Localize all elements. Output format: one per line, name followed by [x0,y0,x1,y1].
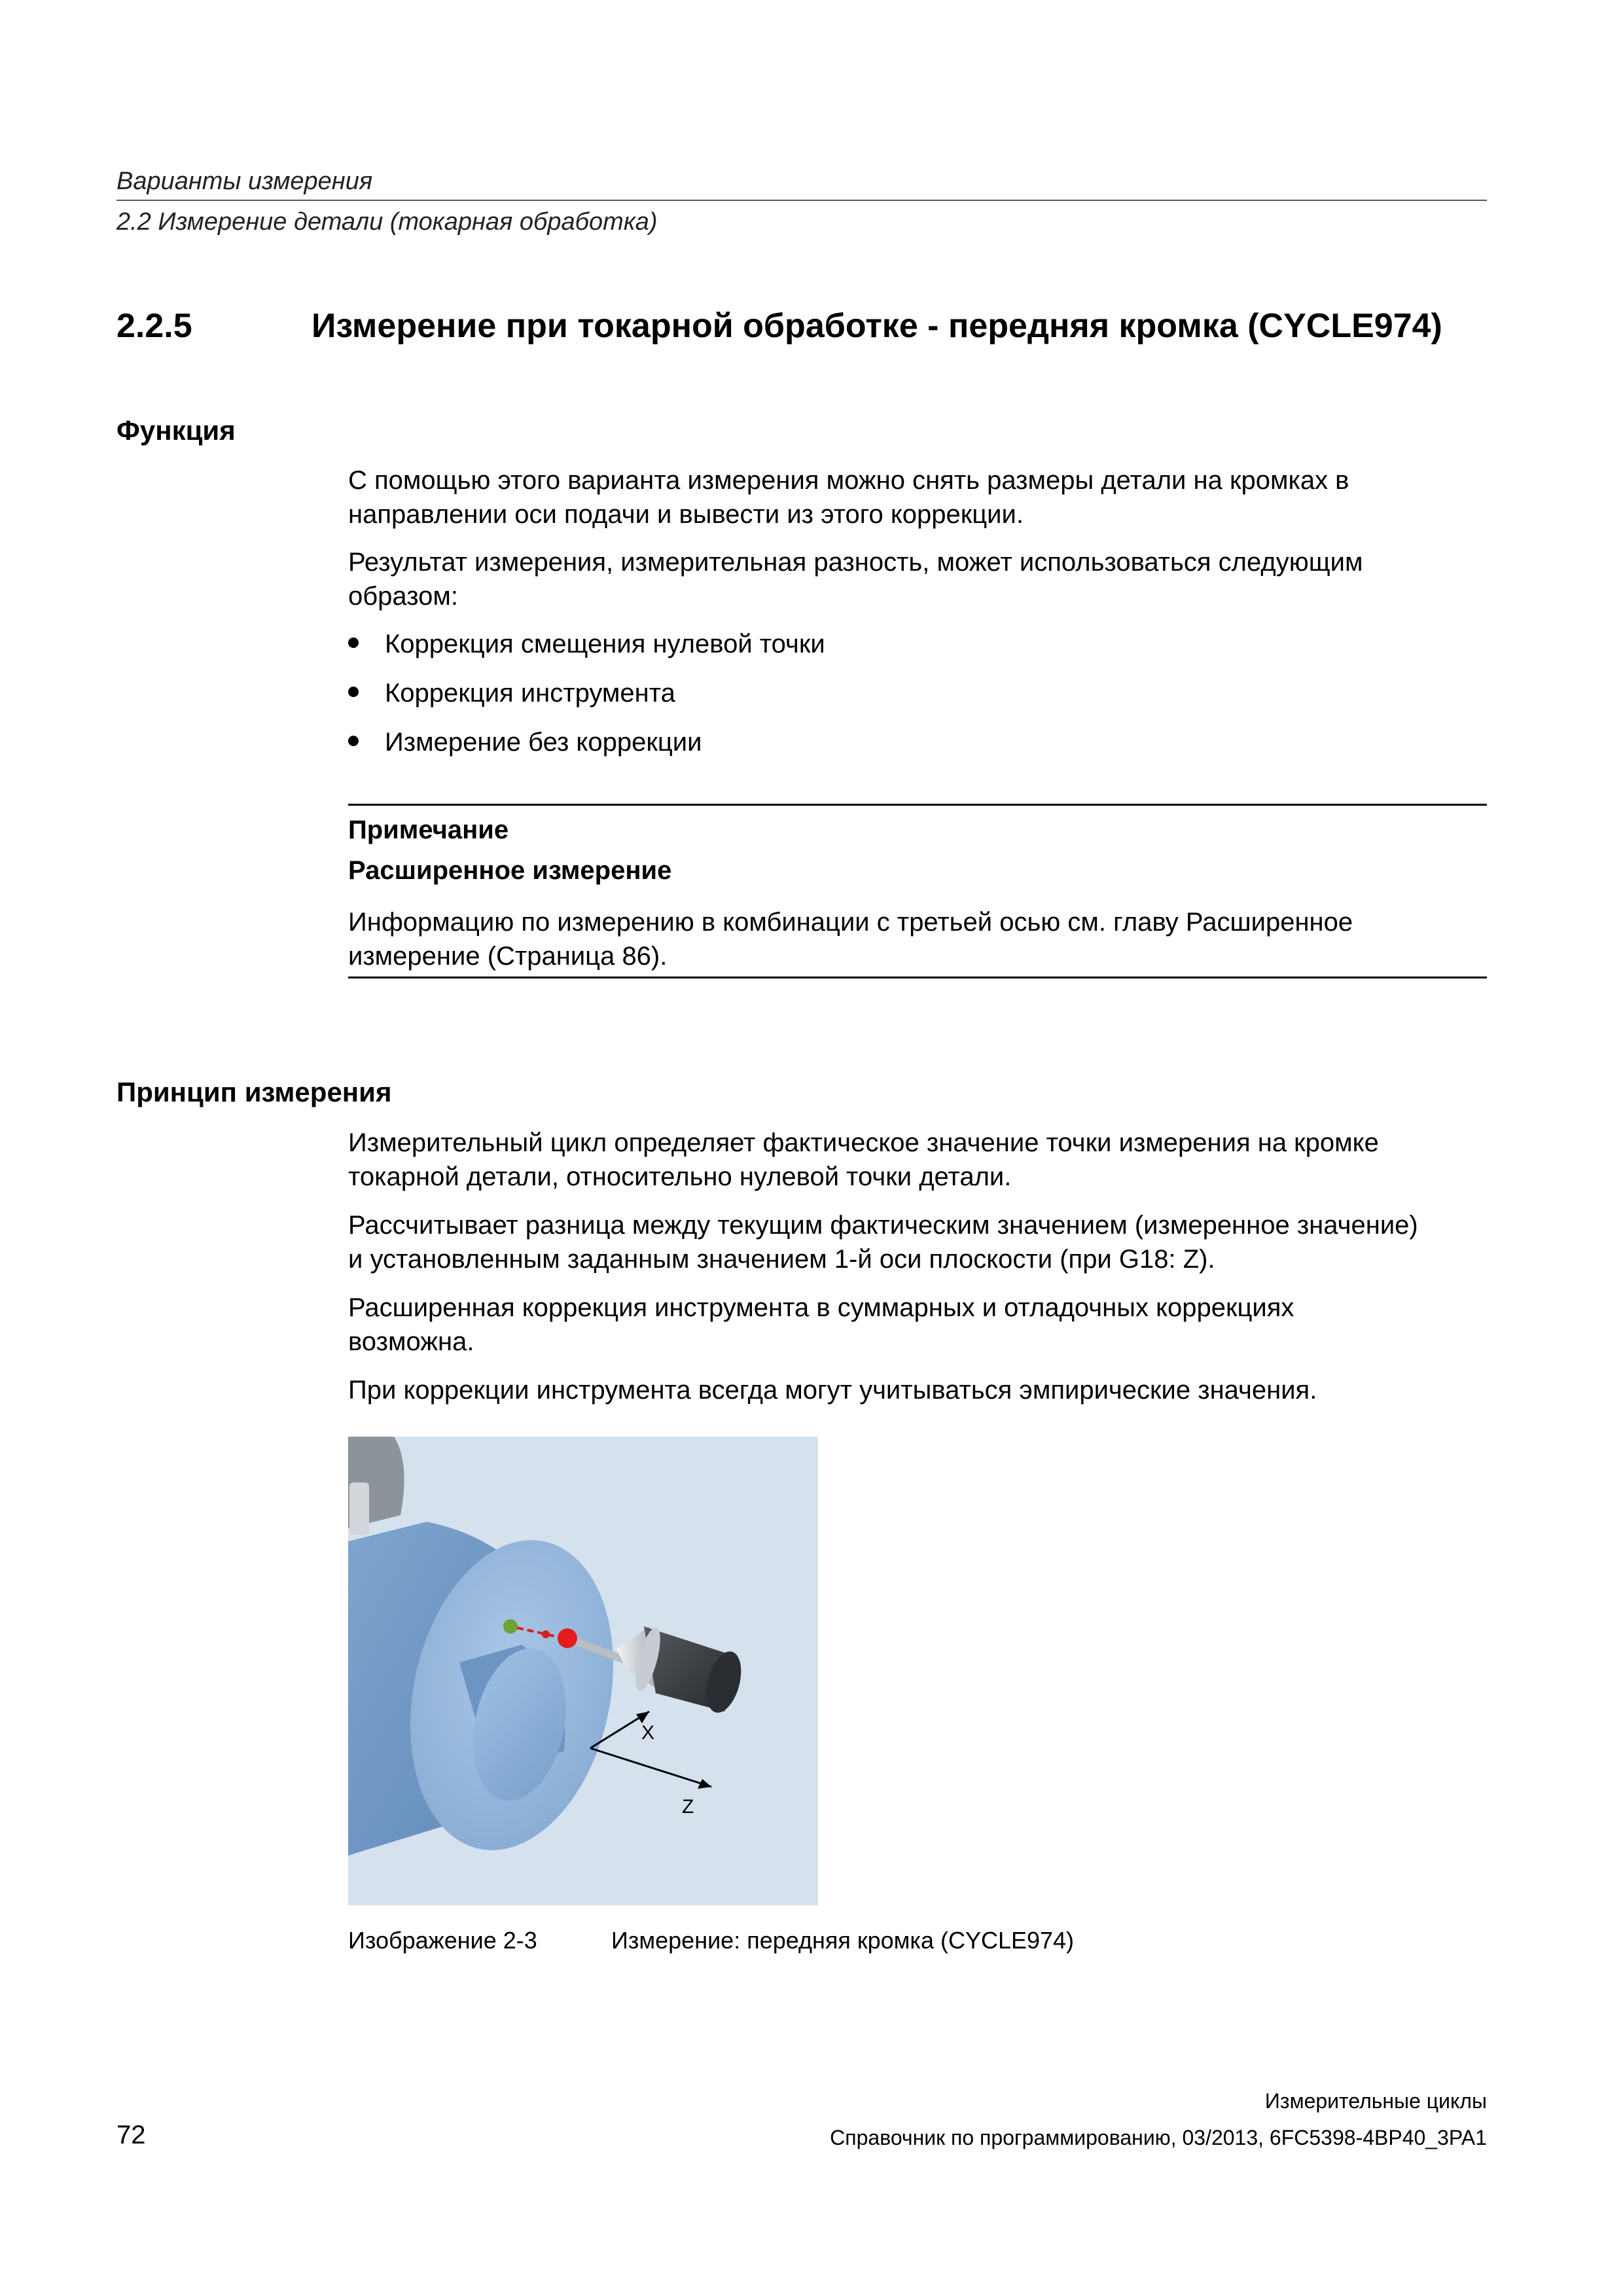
section-number: 2.2.5 [116,307,192,345]
figure-caption-label: Изображение 2-3 [348,1927,537,1954]
chuck-jaw [349,1482,369,1535]
function-paragraph-2-line-2: образом: [348,582,458,611]
bullet-text: Измерение без коррекции [385,728,702,757]
axis-z-label: Z [682,1796,694,1818]
principle-paragraph-4: При коррекции инструмента всегда могут учитываться эмпирические значения. [348,1376,1317,1405]
note-title: Расширенное измерение [348,856,672,885]
function-paragraph-2-line-1: Результат измерения, измерительная разность, может использоваться следующим [348,548,1363,577]
function-paragraph-1-line-1: С помощью этого варианта измерения можно снять размеры детали на кромках в [348,466,1349,495]
bullet-dot-icon [348,687,359,697]
reference-point-marker [503,1619,518,1634]
figure-turning-measurement [348,1437,818,1905]
principle-paragraph-1-line-2: токарной детали, относительно нулевой точки детали. [348,1162,1012,1191]
bullet-text: Коррекция инструмента [385,679,675,708]
figure-illustration [348,1437,818,1905]
function-heading: Функция [116,415,236,446]
bullet-text: Коррекция смещения нулевой точки [385,630,825,658]
note-text-line-1: Информацию по измерению в комбинации с третьей осью см. главу Расширенное [348,908,1353,937]
probe-ball [558,1628,577,1648]
note-bottom-rule [348,977,1487,978]
note-top-rule [348,804,1487,806]
principle-paragraph-2-line-2: и установленным заданным значением 1-й оси плоскости (при G18: Z). [348,1245,1215,1274]
bullet-dot-icon [348,736,359,746]
bullet-item [348,627,825,661]
principle-paragraph-1-line-1: Измерительный цикл определяет фактическое значение точки измерения на кромке [348,1128,1379,1157]
bullet-dot-icon [348,637,359,648]
running-header-section: 2.2 Измерение детали (токарная обработка) [116,208,658,236]
note-text-line-2: измерение (Страница 86). [348,942,668,971]
figure-caption-text: Измерение: передняя кромка (CYCLE974) [611,1927,1075,1954]
bullet-item [348,725,702,759]
bullet-item [348,676,675,710]
axis-x-label: X [641,1722,655,1744]
footer-subtitle: Справочник по программированию, 03/2013, 6FC5398-4BP40_3PA1 [830,2126,1487,2149]
principle-heading: Принцип измерения [116,1077,392,1107]
principle-paragraph-3-line-1: Расширенная коррекция инструмента в суммарных и отладочных коррекциях [348,1293,1294,1322]
principle-paragraph-3-line-2: возможна. [348,1327,474,1356]
footer-title: Измерительные циклы [1264,2089,1487,2113]
measuring-path-dot [542,1630,550,1638]
section-title: Измерение при токарной обработке - передняя кромка (CYCLE974) [312,307,1442,345]
note-label: Примечание [348,816,509,844]
principle-paragraph-2-line-1: Рассчитывает разница между текущим фактическим значением (измеренное значение) [348,1211,1418,1240]
header-rule [116,200,1487,201]
running-header-chapter: Варианты измерения [116,168,373,195]
page-number: 72 [116,2121,146,2149]
function-paragraph-1-line-2: направлении оси подачи и вывести из этого коррекции. [348,500,1024,529]
